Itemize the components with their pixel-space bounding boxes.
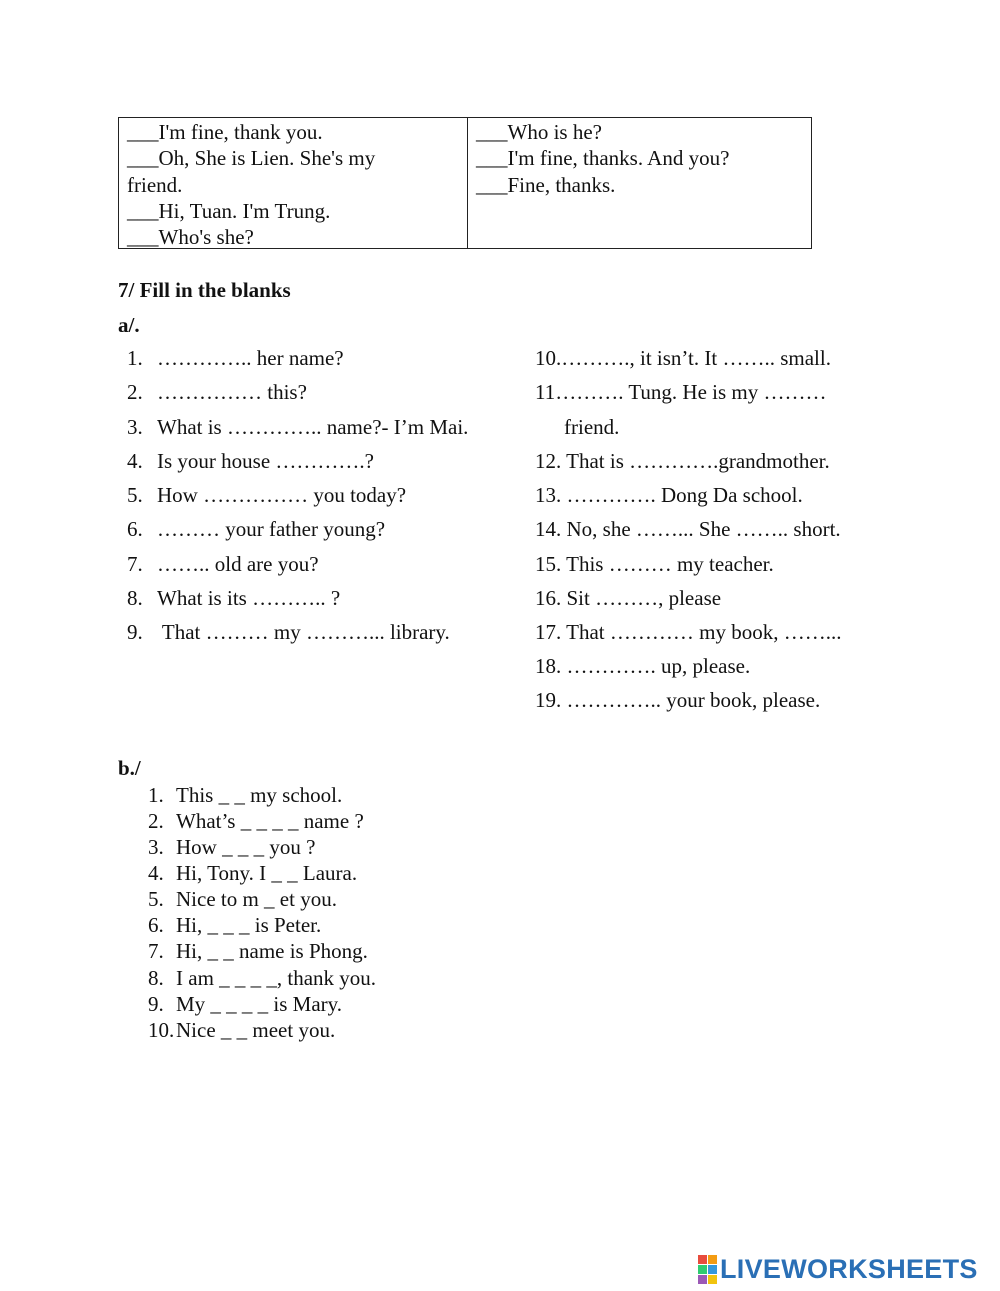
dialogue-column-left xyxy=(119,118,468,248)
item-text: What’s _ _ _ _ name ? xyxy=(176,809,364,833)
item-number: 7. xyxy=(148,939,164,963)
list-item: 12. That is ………….grandmother. xyxy=(535,449,830,473)
logo-blocks-icon xyxy=(698,1255,717,1284)
list-item: 11………. Tung. He is my ……… xyxy=(535,380,827,404)
item-number: 7. xyxy=(127,552,143,576)
item-number: 6. xyxy=(127,517,143,541)
logo-block xyxy=(708,1265,717,1274)
list-item xyxy=(148,966,376,991)
list-item: 19. ………….. your book, please. xyxy=(535,688,821,712)
list-item xyxy=(148,939,368,964)
item-text: What is its ……….. ? xyxy=(157,586,341,610)
part-b-label: b./ xyxy=(118,756,141,780)
dialogue-column-right xyxy=(468,118,811,248)
item-number: 9. xyxy=(148,992,164,1016)
item-text: My _ _ _ _ is Mary. xyxy=(176,992,343,1016)
list-item: 16. Sit ………, please xyxy=(535,586,722,610)
item-text: How _ _ _ you ? xyxy=(176,835,316,859)
list-item xyxy=(148,861,357,886)
list-item: 17. That ………… my book, ……... xyxy=(535,620,842,644)
list-item xyxy=(127,380,307,405)
list-item xyxy=(127,449,374,474)
logo-block xyxy=(708,1275,717,1284)
item-text: Hi, Tony. I _ _ Laura. xyxy=(176,861,358,885)
dialogue-line: ___Who's she? xyxy=(127,225,254,250)
list-item xyxy=(127,517,385,542)
logo-block xyxy=(698,1275,707,1284)
item-number: 2. xyxy=(127,380,143,404)
list-item xyxy=(148,783,342,808)
item-number: 9. xyxy=(127,620,143,644)
item-text: Hi, _ _ name is Phong. xyxy=(176,939,368,963)
item-text: This _ _ my school. xyxy=(176,783,343,807)
logo-block xyxy=(698,1265,707,1274)
list-item xyxy=(148,835,315,860)
list-item xyxy=(148,887,337,912)
item-number: 1. xyxy=(127,346,143,370)
dialogue-line: ___Hi, Tuan. I'm Trung. xyxy=(127,198,331,223)
list-item: 10.………., it isn’t. It …….. small. xyxy=(535,346,831,370)
item-text: I am _ _ _ _, thank you. xyxy=(176,966,377,990)
item-number: 8. xyxy=(127,586,143,610)
list-item xyxy=(148,1018,335,1043)
dialogue-table xyxy=(118,117,812,249)
liveworksheets-logo xyxy=(698,1253,978,1285)
list-item xyxy=(148,992,342,1017)
item-number: 1. xyxy=(148,783,164,807)
dialogue-line: ___Fine, thanks. xyxy=(476,172,616,197)
list-item xyxy=(127,552,319,577)
item-text: ………….. her name? xyxy=(157,346,344,370)
item-number: 4. xyxy=(127,449,143,473)
dialogue-line: ___Oh, She is Lien. She's my xyxy=(127,146,376,171)
list-item xyxy=(127,483,406,508)
item-text: How …………… you today? xyxy=(157,483,407,507)
item-text: Hi, _ _ _ is Peter. xyxy=(176,913,322,937)
dialogue-line: ___Who is he? xyxy=(476,120,602,144)
item-number: 3. xyxy=(127,415,143,439)
list-item: 13. …………. Dong Da school. xyxy=(535,483,803,507)
item-text: …………… this? xyxy=(157,380,307,404)
part-a-label: a/. xyxy=(118,313,140,337)
section-title: 7/ Fill in the blanks xyxy=(118,278,291,302)
list-item xyxy=(127,620,450,645)
list-item xyxy=(127,586,340,611)
dialogue-line: ___I'm fine, thank you. xyxy=(127,120,323,144)
logo-text: LIVEWORKSHEETS xyxy=(720,1253,978,1284)
item-text: Nice to m _ et you. xyxy=(176,887,337,911)
list-item xyxy=(148,913,321,938)
item-number: 3. xyxy=(148,835,164,859)
item-text: What is ………….. name?- I’m Mai. xyxy=(157,415,469,439)
item-number: 5. xyxy=(127,483,143,507)
list-item xyxy=(148,809,364,834)
list-item-continuation: friend. xyxy=(564,415,620,439)
list-item: 14. No, she ……... She …….. short. xyxy=(535,517,841,541)
item-number: 5. xyxy=(148,887,164,911)
list-item: 15. This ……… my teacher. xyxy=(535,552,774,576)
logo-block xyxy=(698,1255,707,1264)
item-text: Nice _ _ meet you. xyxy=(176,1018,336,1042)
item-number: 8. xyxy=(148,966,164,990)
item-text: Is your house ………….? xyxy=(157,449,374,473)
list-item xyxy=(127,415,468,440)
dialogue-line: ___I'm fine, thanks. And you? xyxy=(476,146,730,171)
item-text: ……… your father young? xyxy=(157,517,386,541)
list-item: 18. …………. up, please. xyxy=(535,654,751,678)
dialogue-line: friend. xyxy=(127,172,183,197)
item-number: 2. xyxy=(148,809,164,833)
item-number: 6. xyxy=(148,913,164,937)
item-number: 4. xyxy=(148,861,164,885)
item-text: …….. old are you? xyxy=(157,552,319,576)
item-number: 10. xyxy=(148,1018,175,1042)
list-item xyxy=(127,346,344,371)
logo-block xyxy=(708,1255,717,1264)
item-text: That ……… my ………... library. xyxy=(157,620,450,644)
